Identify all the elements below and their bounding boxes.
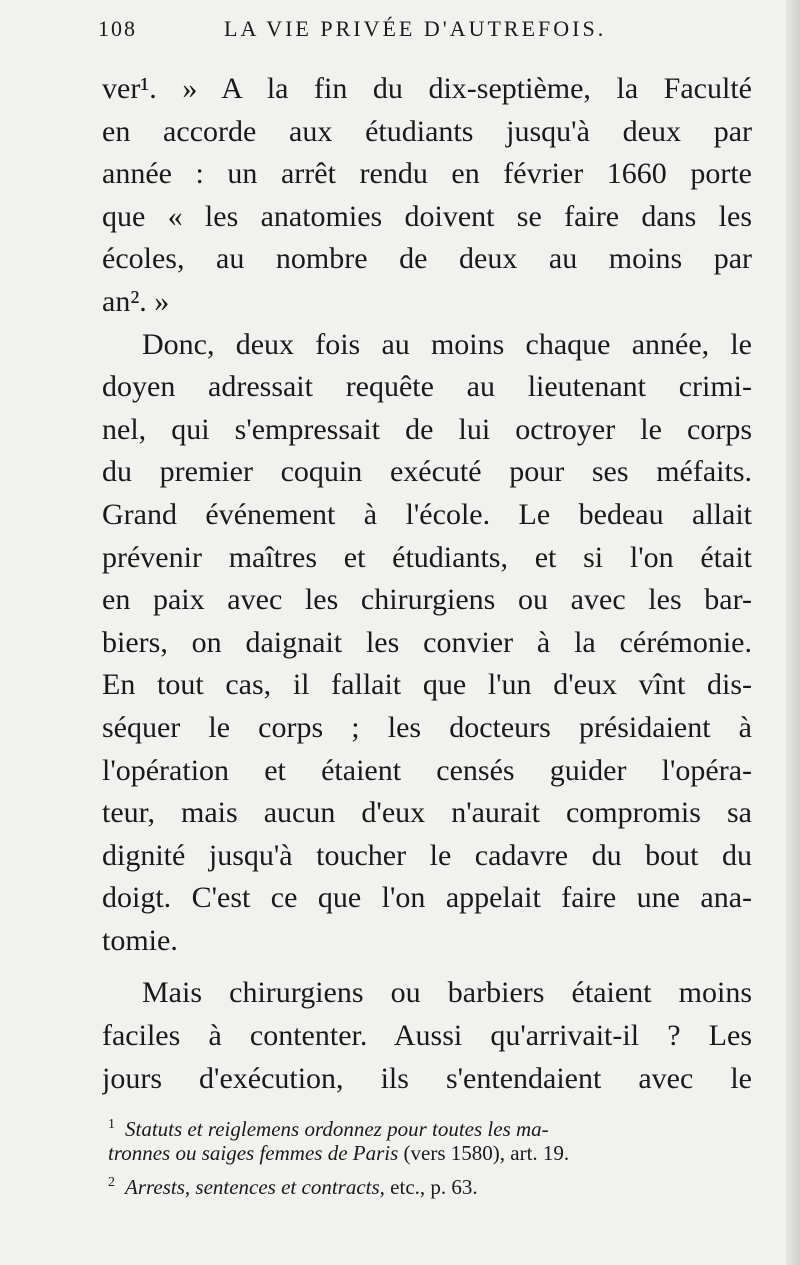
text-line: doigt. C'est ce que l'on appelait faire une ana- <box>102 881 752 915</box>
footnote-marker: 1 <box>108 1117 115 1132</box>
footnote-text: Arrests, sentences et contracts, <box>125 1175 385 1199</box>
footnote-text: Statuts et reiglemens ordonnez pour toutes les ma- <box>125 1117 549 1141</box>
footnote-text: (vers 1580), art. 19. <box>398 1141 570 1165</box>
footnote-marker: 2 <box>108 1175 115 1190</box>
text-line: du premier coquin exécuté pour ses méfaits. <box>102 455 752 489</box>
text-line: teur, mais aucun d'eux n'aurait compromis sa <box>102 796 752 830</box>
page-edge <box>786 0 800 1265</box>
text-line: faciles à contenter. Aussi qu'arrivait-il ? Les <box>102 1019 752 1053</box>
text-line: ver¹. » A la fin du dix-septième, la Faculté <box>102 72 752 105</box>
text-line: en accorde aux étudiants jusqu'à deux par <box>102 114 752 148</box>
text-line: dignité jusqu'à toucher le cadavre du bout du <box>102 838 752 872</box>
paragraph-start-line: Mais chirurgiens ou barbiers étaient moins <box>142 976 752 1010</box>
paragraph-gap <box>102 962 752 972</box>
text-line: prévenir maîtres et étudiants, et si l'on était <box>102 540 752 574</box>
paragraph-start-line: Donc, deux fois au moins chaque année, le <box>142 327 752 361</box>
text-line: séquer le corps ; les docteurs présidaient à <box>102 710 752 744</box>
text-line: Grand événement à l'école. Le bedeau allait <box>102 497 752 531</box>
body-text <box>102 68 752 1100</box>
text-line: an². » <box>102 284 170 318</box>
running-title: LA VIE PRIVÉE D'AUTREFOIS. <box>224 16 607 41</box>
footnote-1-continuation <box>108 1139 758 1168</box>
footnote-2 <box>108 1168 758 1197</box>
text-line: doyen adressait requête au lieutenant crimi- <box>102 370 752 404</box>
text-line: En tout cas, il fallait que l'un d'eux vînt dis- <box>102 668 752 702</box>
footnote-1 <box>108 1110 758 1139</box>
text-line: biers, on daignait les convier à la cérémonie. <box>102 625 752 659</box>
text-line: nel, qui s'empressait de lui octroyer le corps <box>102 412 752 446</box>
footnote-text: etc., p. 63. <box>384 1175 478 1199</box>
page-number: 108 <box>98 16 137 41</box>
text-line: année : un arrêt rendu en février 1660 porte <box>102 157 752 191</box>
text-line: écoles, au nombre de deux au moins par <box>102 242 752 276</box>
text-line: tomie. <box>102 923 178 957</box>
text-line: en paix avec les chirurgiens ou avec les bar- <box>102 583 752 617</box>
footnote-text: tronnes ou saiges femmes de Paris <box>108 1141 399 1165</box>
footnotes <box>108 1110 758 1197</box>
text-line: jours d'exécution, ils s'entendaient avec le <box>102 1061 752 1095</box>
text-line: l'opération et étaient censés guider l'opéra- <box>102 753 752 787</box>
page-header <box>98 14 748 48</box>
text-line: que « les anatomies doivent se faire dans les <box>102 199 752 233</box>
